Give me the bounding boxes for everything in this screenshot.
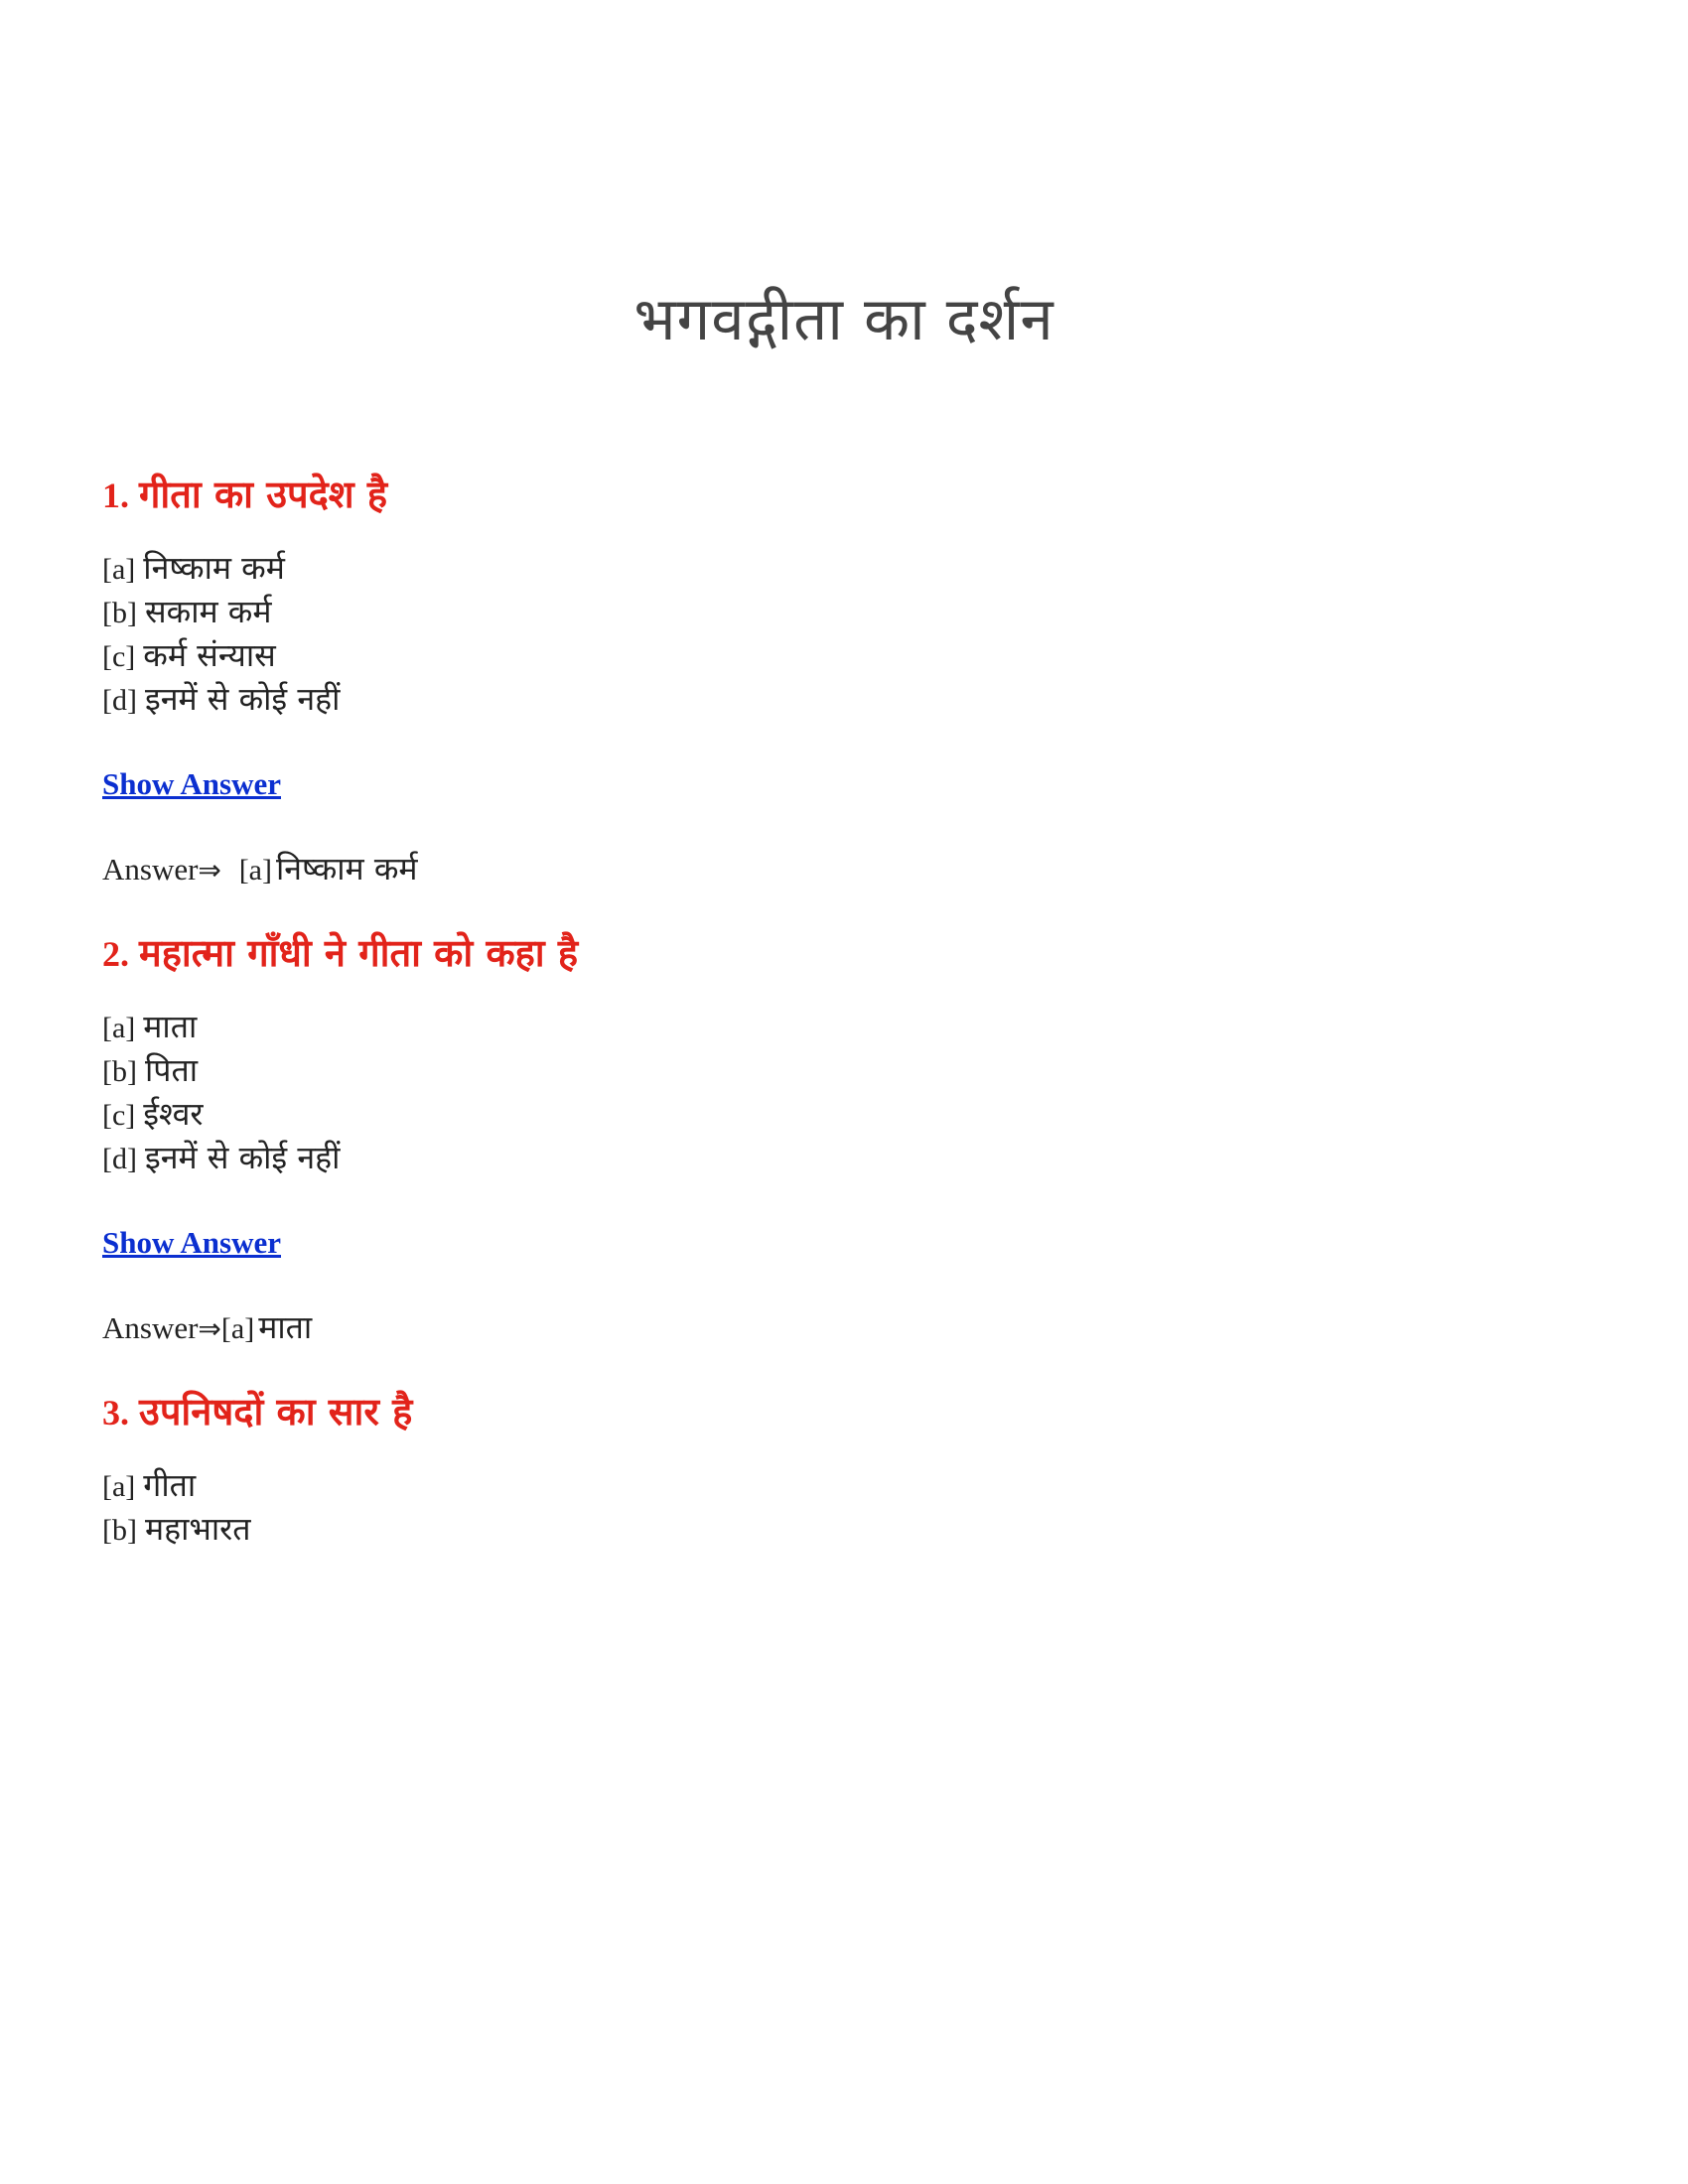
option-d <box>102 677 1592 721</box>
option-text: माता <box>143 1008 198 1045</box>
option-text: सकाम कर्म <box>144 593 272 630</box>
option-key: [a] <box>102 553 136 586</box>
show-answer-link[interactable]: Show Answer <box>102 766 282 801</box>
question-3 <box>102 1382 1592 1551</box>
option-key: [c] <box>102 1099 136 1132</box>
option-text: कर्म संन्यास <box>143 636 276 674</box>
question-number: 2. <box>102 934 129 974</box>
option-key: [b] <box>102 1055 137 1088</box>
answer-label: Answer <box>102 852 199 887</box>
option-d <box>102 1136 1592 1179</box>
option-text: गीता <box>143 1466 197 1504</box>
question-text: महात्मा गाँधी ने गीता को कहा है <box>139 931 579 975</box>
answer-line <box>102 1302 1592 1352</box>
answer-key: [a] <box>220 1312 255 1345</box>
option-text: इनमें से कोई नहीं <box>144 680 341 718</box>
question-1 <box>102 465 1592 893</box>
option-key: [a] <box>102 1012 136 1044</box>
option-key: [d] <box>102 684 137 717</box>
option-a <box>102 1005 1592 1048</box>
option-text: निष्काम कर्म <box>143 549 285 587</box>
option-key: [c] <box>102 640 136 673</box>
answer-label: Answer <box>102 1310 199 1345</box>
question-heading <box>102 1382 1592 1441</box>
options-list <box>102 1005 1592 1179</box>
question-2 <box>102 923 1592 1352</box>
question-number: 1. <box>102 476 129 515</box>
answer-text: माता <box>258 1308 313 1346</box>
option-text: इनमें से कोई नहीं <box>144 1139 341 1176</box>
option-key: [b] <box>102 597 137 629</box>
option-text: ईश्वर <box>143 1095 204 1133</box>
question-text: गीता का उपदेश है <box>139 473 388 516</box>
question-number: 3. <box>102 1393 129 1433</box>
option-b <box>102 1048 1592 1092</box>
answer-key: [a] <box>238 854 272 887</box>
options-list <box>102 546 1592 721</box>
option-key: [d] <box>102 1143 137 1175</box>
option-c <box>102 1092 1592 1136</box>
option-text: महाभारत <box>144 1510 251 1548</box>
question-text: उपनिषदों का सार है <box>139 1390 413 1433</box>
option-key: [b] <box>102 1514 137 1547</box>
option-text: पिता <box>144 1051 198 1089</box>
option-c <box>102 633 1592 677</box>
option-b <box>102 590 1592 633</box>
answer-line <box>102 844 1592 893</box>
option-b <box>102 1507 1592 1551</box>
answer-text: निष्काम कर्म <box>275 850 418 887</box>
option-key: [a] <box>102 1470 136 1503</box>
show-answer-link[interactable]: Show Answer <box>102 1225 282 1260</box>
option-a <box>102 546 1592 590</box>
answer-arrow: ⇒ <box>198 1312 221 1345</box>
question-heading <box>102 923 1592 983</box>
question-heading <box>102 465 1592 524</box>
option-a <box>102 1463 1592 1507</box>
page-title: भगवद्गीता का दर्शन <box>633 285 1055 354</box>
answer-arrow: ⇒ <box>198 854 239 887</box>
options-list <box>102 1463 1592 1551</box>
